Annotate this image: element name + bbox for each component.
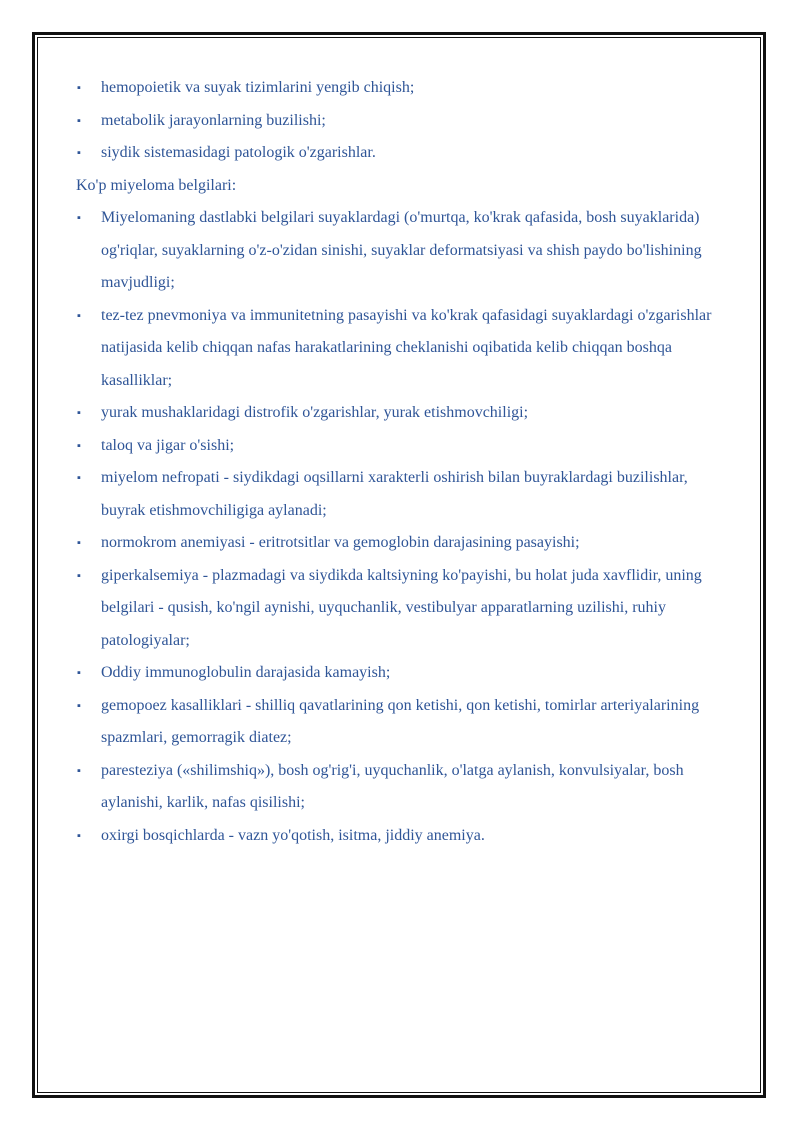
- list-item-text: tez-tez pnevmoniya va immunitetning pasayishi va ko'krak qafasidagi suyaklardagi o'zgarishlar natijasida kelib chiqqan nafas harakatlarining cheklanishi oqibatida kelib chiqqan boshqa kasalliklar;: [101, 306, 712, 389]
- bullet-icon: ▪: [77, 764, 81, 777]
- list-item-text: hemopoietik va suyak tizimlarini yengib chiqish;: [101, 79, 415, 96]
- list-item-text: normokrom anemiyasi - eritrotsitlar va gemoglobin darajasining pasayishi;: [101, 534, 580, 551]
- list-item-text: taloq va jigar o'sishi;: [101, 436, 235, 454]
- bullet-icon: ▪: [77, 212, 81, 224]
- bullet-icon: ▪: [77, 439, 81, 452]
- list-item-text: metabolik jarayonlarning buzilishi;: [101, 111, 326, 129]
- list-item: [76, 397, 726, 430]
- bullet-icon: ▪: [77, 407, 81, 419]
- list-item: [76, 300, 726, 398]
- list-item-text: yurak mushaklaridagi distrofik o'zgarishlar, yurak etishmovchiligi;: [101, 404, 529, 421]
- list-item: [76, 462, 726, 527]
- bullet-icon: ▪: [77, 699, 81, 712]
- list-item: [76, 72, 726, 105]
- bullet-icon: ▪: [77, 537, 81, 549]
- list-item: [76, 690, 726, 755]
- list-item: [76, 820, 726, 853]
- list-item-text: siydik sistemasidagi patologik o'zgarishlar.: [101, 144, 376, 161]
- bullet-icon: ▪: [77, 309, 81, 322]
- list-item-text: paresteziya («shilimshiq»), bosh og'rig'i, uyquchanlik, o'latga aylanish, konvulsiyalar, bosh aylanishi, karlik, nafas qisilishi;: [101, 761, 684, 811]
- bullet-icon: ▪: [77, 472, 81, 484]
- list-item: [76, 202, 726, 300]
- list-item: [76, 755, 726, 820]
- bullet-icon: ▪: [77, 569, 81, 582]
- list-item-text: gemopoez kasalliklari - shilliq qavatlarining qon ketishi, qon ketishi, tomirlar arteriyalarining spazmlari, gemorragik diatez;: [101, 696, 700, 746]
- bullet-icon: ▪: [77, 147, 81, 159]
- bullet-icon: ▪: [77, 829, 81, 842]
- list-item-text: Oddiy immunoglobulin darajasida kamayish;: [101, 664, 391, 681]
- bullet-icon: ▪: [77, 114, 81, 127]
- list-item-text: giperkalsemiya - plazmadagi va siydikda kaltsiyning ko'payishi, bu holat juda xavflidir, uning belgilari - qusish, ko'ngil aynishi, uyquchanlik, vestibulyar apparatlarning uzilishi, ruhiy patologiyalar;: [101, 566, 702, 649]
- list-item: [76, 657, 726, 690]
- symptoms-list: [76, 202, 726, 852]
- list-item: [76, 137, 726, 170]
- list-item-text: miyelom nefropati - siydikdagi oqsillarni xarakterli oshirish bilan buyraklardagi buzilishlar, buyrak etishmovchiligiga aylanadi;: [101, 469, 688, 519]
- list-item-text: Miyelomaning dastlabki belgilari suyaklardagi (o'murtqa, ko'krak qafasida, bosh suyaklarida) og'riqlar, suyaklarning o'z-o'zidan sinishi, suyaklar deformatsiyasi va shish paydo bo'lishining mavjudligi;: [101, 209, 702, 291]
- list-item: [76, 430, 726, 463]
- list-item: [76, 560, 726, 658]
- bullet-icon: ▪: [77, 82, 81, 94]
- document-body: [76, 72, 726, 852]
- section-heading: Ko'p miyeloma belgilari:: [76, 176, 237, 194]
- list-item: [76, 527, 726, 560]
- bullet-icon: ▪: [77, 667, 81, 679]
- list-item: [76, 105, 726, 138]
- list-item-text: oxirgi bosqichlarda - vazn yo'qotish, isitma, jiddiy anemiya.: [101, 826, 485, 844]
- process-list: [76, 72, 726, 170]
